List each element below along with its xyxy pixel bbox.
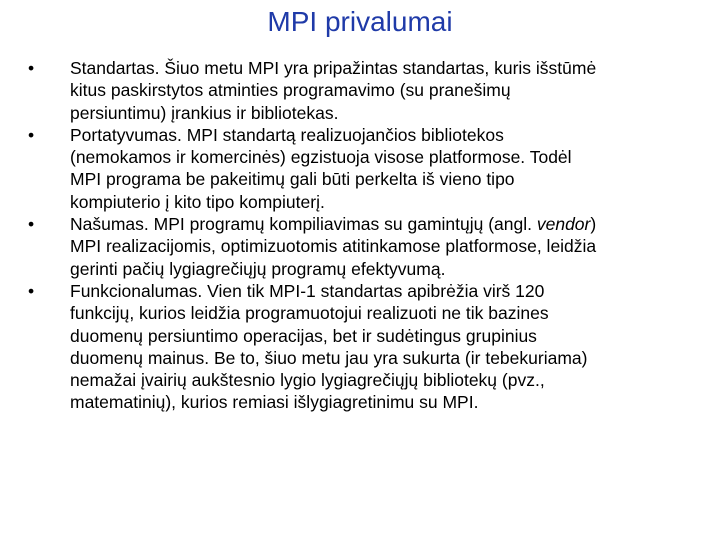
item-heading: Standartas bbox=[70, 58, 155, 78]
item-heading: Našumas bbox=[70, 214, 144, 235]
bullet-item-portatyvumas bbox=[28, 124, 692, 213]
bullet-line: kompiuterio į kito tipo kompiuterį. bbox=[70, 191, 325, 212]
item-text: . Šiuo metu MPI yra pripažintas standartas, kuris išstūmė bbox=[154, 58, 597, 78]
bullet-icon: • bbox=[28, 58, 35, 78]
bullet-item-funkcionalumas bbox=[28, 280, 692, 414]
slide-title: MPI privalumai bbox=[267, 6, 453, 37]
bullet-line: duomenų mainus. Be to, šiuo metu jau yra sukurta (ir tebekuriama) bbox=[70, 347, 588, 368]
bullet-item-standartas bbox=[28, 57, 692, 124]
bullet-line: kitus paskirstytos atminties programavimo (su pranešimų bbox=[70, 80, 511, 101]
bullet-icon: • bbox=[28, 280, 35, 301]
bullet-line bbox=[70, 280, 692, 302]
bullet-line bbox=[70, 213, 692, 235]
item-italic-term: vendor bbox=[536, 214, 591, 235]
bullet-line: gerinti pačių lygiagrečiųjų programų efektyvumą. bbox=[70, 258, 446, 279]
item-text: . Vien tik MPI-1 standartas apibrėžia virš 120 bbox=[197, 280, 545, 301]
bullet-list bbox=[28, 57, 692, 414]
bullet-item-nasumas bbox=[28, 213, 692, 280]
bullet-line: matematinių), kurios remiasi išlygiagretinimu su MPI. bbox=[70, 392, 479, 413]
item-heading: Funkcionalumas bbox=[70, 280, 198, 301]
bullet-line bbox=[70, 124, 692, 146]
item-heading: Portatyvumas bbox=[70, 124, 177, 145]
item-text: . MPI programų kompiliavimas su gamintųjų (angl. bbox=[143, 214, 537, 235]
bullet-line: funkcijų, kurios leidžia programuotojui realizuoti ne tik bazines bbox=[70, 303, 549, 324]
item-text: ) bbox=[590, 214, 597, 235]
bullet-icon: • bbox=[28, 124, 35, 145]
bullet-line: (nemokamos ir komercinės) egzistuoja visose platformose. Todėl bbox=[70, 147, 572, 168]
bullet-line: nemažai įvairių aukštesnio lygio lygiagrečiųjų bibliotekų (pvz., bbox=[70, 370, 545, 391]
bullet-icon: • bbox=[28, 214, 35, 235]
bullet-line: MPI programa be pakeitimų gali būti perkelta iš vieno tipo bbox=[70, 169, 515, 190]
bullet-line bbox=[70, 57, 692, 79]
bullet-line: duomenų persiuntimo operacijas, bet ir sudėtingus grupinius bbox=[70, 325, 537, 346]
bullet-line: persiuntimu) įrankius ir bibliotekas. bbox=[70, 102, 339, 123]
item-text: . MPI standartą realizuojančios bibliotekos bbox=[176, 124, 504, 145]
bullet-line: MPI realizacijomis, optimizuotomis atitinkamose platformose, leidžia bbox=[70, 236, 597, 257]
